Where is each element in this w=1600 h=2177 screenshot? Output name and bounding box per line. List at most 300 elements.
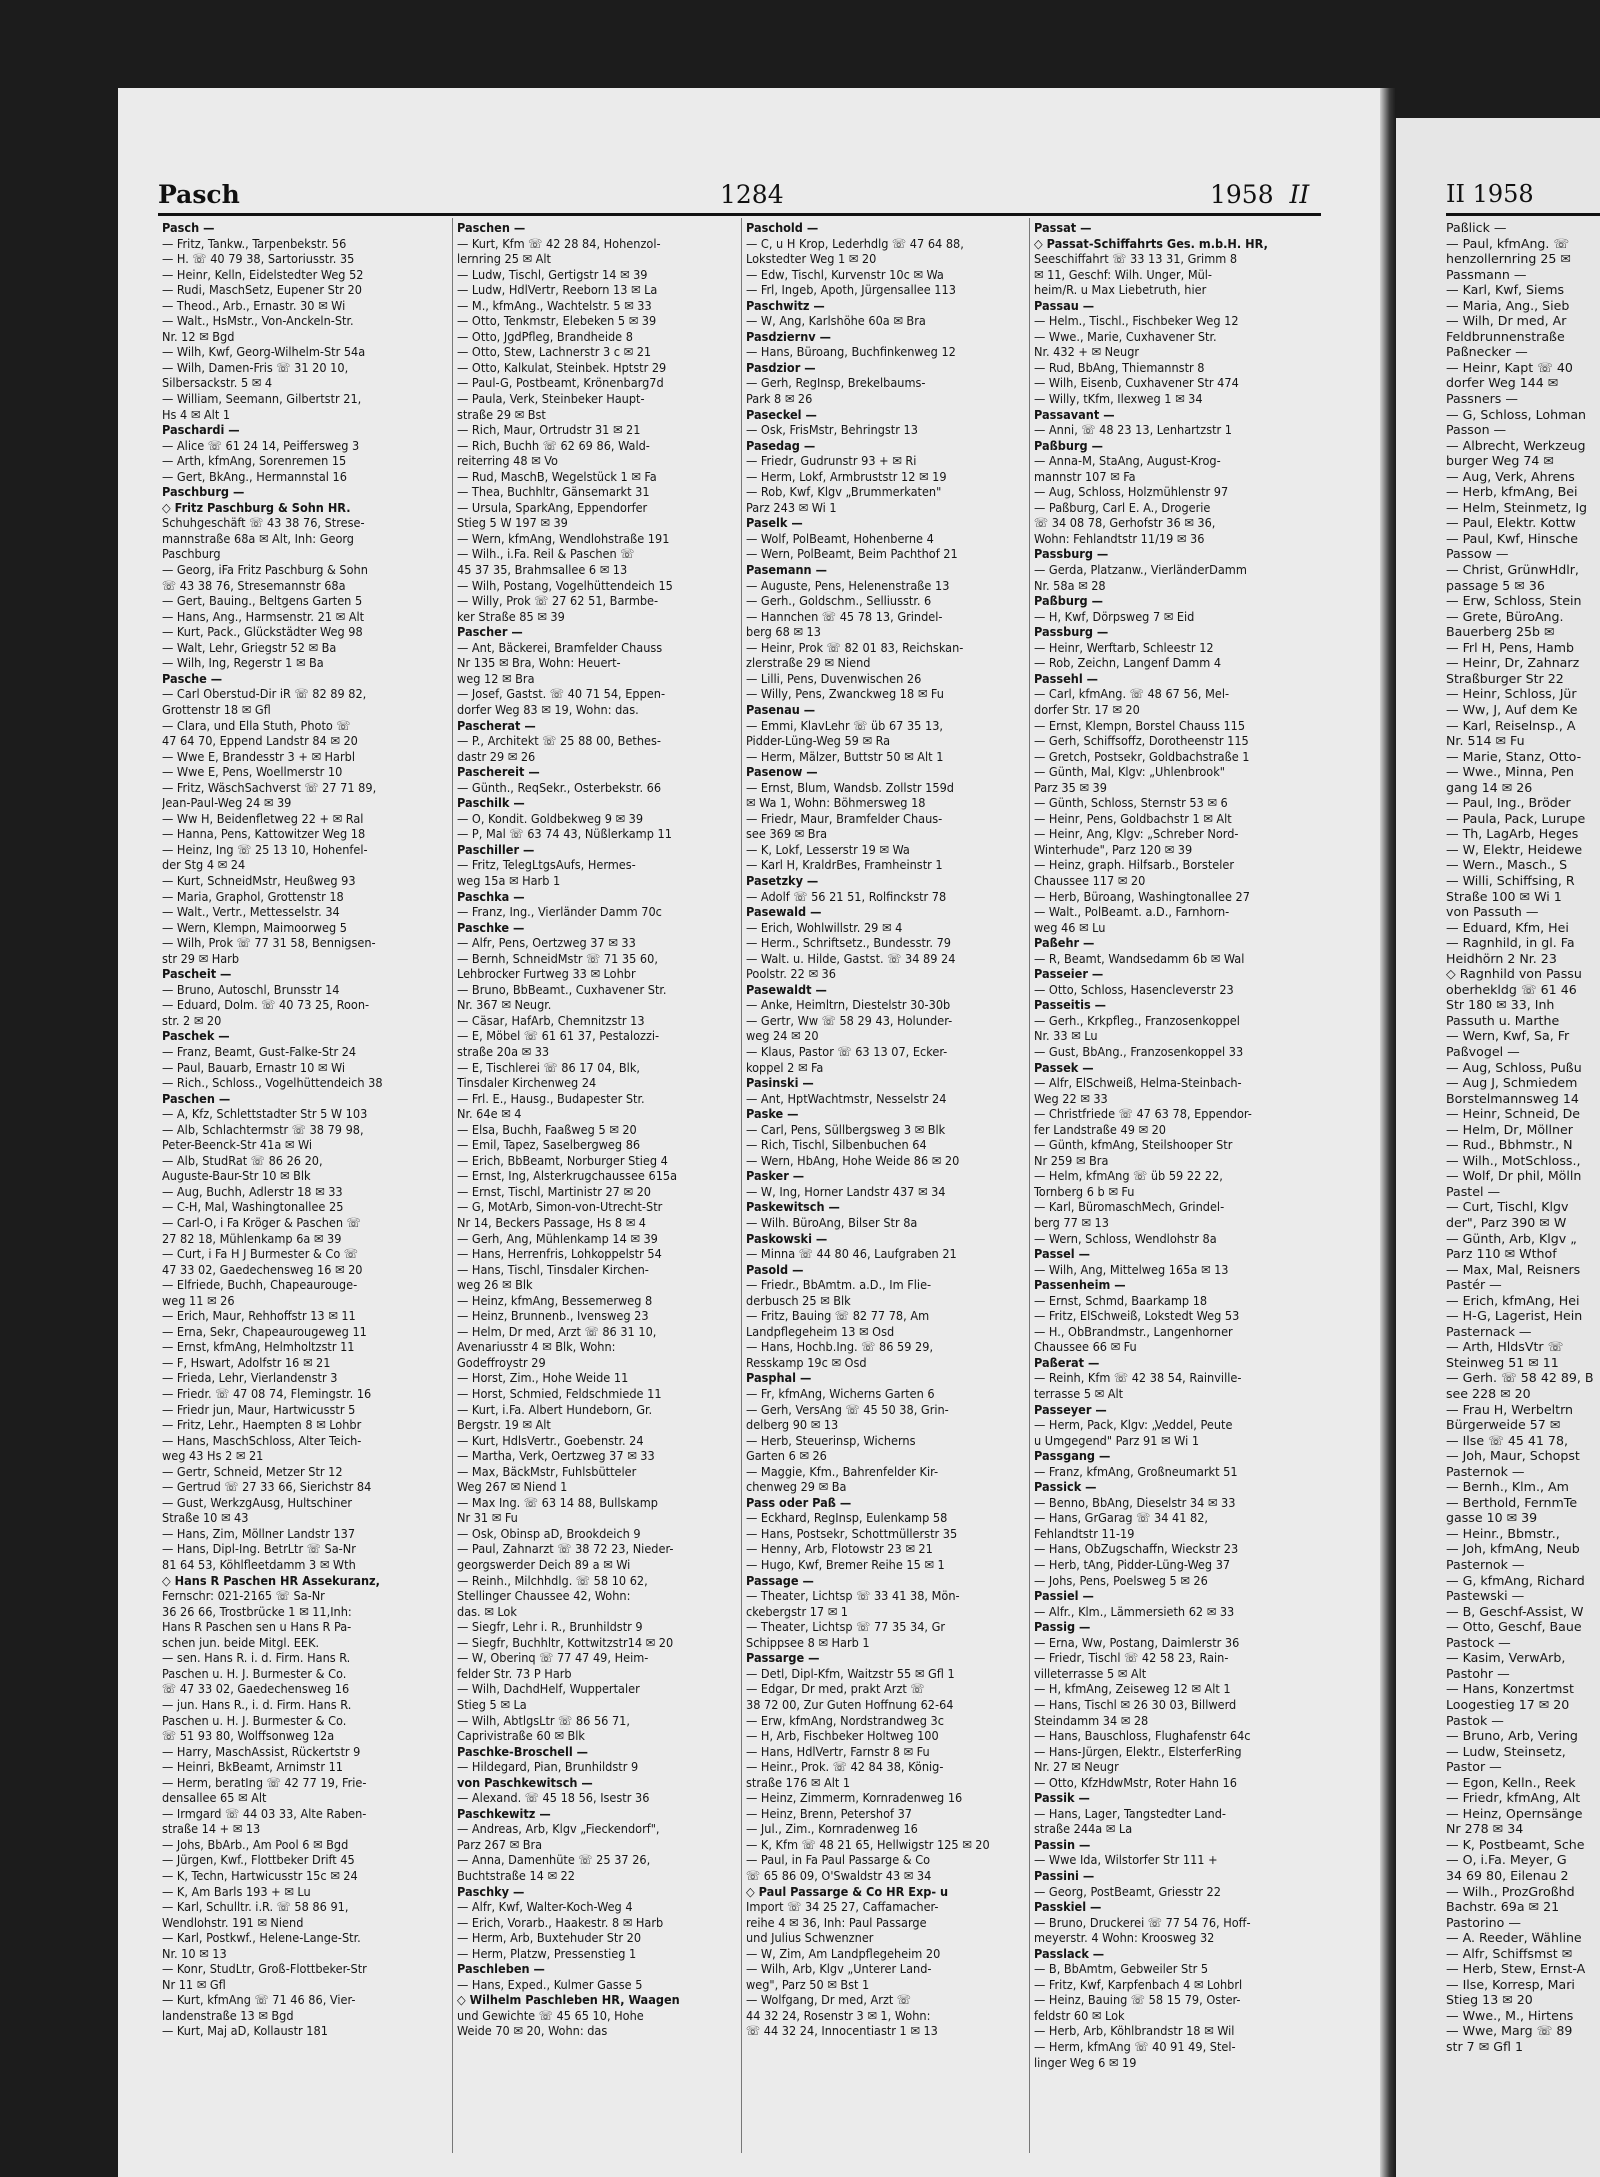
directory-entry: und Gewichte ☏ 45 65 10, Hohe — [457, 2007, 644, 2023]
surname-heading: Pass oder Paß — — [746, 1494, 852, 1510]
directory-entry: — R, Beamt, Wandsedamm 6b ✉ Wal — [1034, 950, 1245, 966]
directory-entry: — Reinh, Kfm ☏ 42 38 54, Rainville- — [1034, 1370, 1242, 1386]
surname-heading: Pascheit — — [162, 966, 232, 982]
directory-entry: — Irmgard ☏ 44 03 33, Alte Raben- — [162, 1805, 367, 1821]
directory-entry: — Günth, Arb, Klgv „ — [1446, 1230, 1577, 1246]
directory-entry: — Rudi, MaschSetz, Eupener Str 20 — [162, 282, 362, 298]
directory-entry: — Helm., Tischl., Fischbeker Weg 12 — [1034, 313, 1239, 329]
directory-entry: — Osk, FrisMstr, Behringstr 13 — [746, 422, 918, 438]
directory-entry: — P, Mal ☏ 63 74 43, Nüßlerkamp 11 — [457, 826, 672, 842]
directory-column-4 — [1034, 220, 1324, 2070]
directory-entry: — C, u H Krop, Lederhdlg ☏ 47 64 88, — [746, 235, 964, 251]
directory-entry: Lokstedter Weg 1 ✉ 20 — [746, 251, 877, 267]
right-page-column — [1446, 220, 1600, 2055]
directory-entry: — Kurt, Pack., Glückstädter Weg 98 — [162, 624, 363, 640]
directory-entry: — Otto, Kalkulat, Steinbek. Hptstr 29 — [457, 359, 667, 375]
surname-heading: Paßerat — — [1034, 1354, 1100, 1370]
directory-entry: — K, Am Barls 193 + ✉ Lu — [162, 1883, 311, 1899]
directory-entry: — Heinz, Ing ☏ 25 13 10, Hohenfel- — [162, 841, 368, 857]
directory-entry: Bürgerweide 57 ✉ — [1446, 1417, 1561, 1433]
directory-entry: — Ernst, Tischl, Martinistr 27 ✉ 20 — [457, 1183, 651, 1199]
surname-heading: Passarge — — [746, 1650, 820, 1666]
directory-entry: — Paula, Pack, Lurupe — [1446, 810, 1586, 826]
directory-entry: — Ragnhild, in gl. Fa — [1446, 935, 1575, 951]
surname-heading: Pasenow — — [746, 764, 818, 780]
page-number: 1284 — [720, 180, 784, 209]
surname-heading: Paßnecker — — [1446, 344, 1528, 360]
directory-entry: — Heinz, Brunnenb., Ivensweg 23 — [457, 1308, 649, 1324]
directory-entry: mannstr 107 ✉ Fa — [1034, 468, 1136, 484]
surname-heading: Paske — — [746, 1106, 799, 1122]
directory-entry: weg 43 Hs 2 ✉ 21 — [162, 1448, 264, 1464]
directory-entry: — Gertr, Schneid, Metzer Str 12 — [162, 1463, 343, 1479]
directory-entry: — Ilse, Korresp, Mari — [1446, 1976, 1575, 1992]
directory-entry: Winterhude", Parz 120 ✉ 39 — [1034, 841, 1193, 857]
directory-entry: — Arth, HldsVtr ☏ — [1446, 1339, 1564, 1355]
directory-entry: weg 46 ✉ Lu — [1034, 919, 1106, 935]
book-gutter — [1380, 88, 1396, 2177]
directory-entry: — Fritz, Lehr., Haempten 8 ✉ Lohbr — [162, 1417, 362, 1433]
surname-heading: Passeier — — [1034, 966, 1104, 982]
directory-entry: — Christ, GrünwHdlr, — [1446, 562, 1579, 578]
directory-entry: Schippsee 8 ✉ Harb 1 — [746, 1634, 870, 1650]
directory-entry: — K, Postbeamt, Sche — [1446, 1836, 1585, 1852]
directory-entry: see 369 ✉ Bra — [746, 826, 828, 842]
directory-entry: — Wern, PolBeamt, Beim Pachthof 21 — [746, 546, 958, 562]
directory-entry: — Josef, Gastst. ☏ 40 71 54, Eppen- — [457, 686, 666, 702]
directory-entry: 44 32 24, Rosenstr 3 ✉ 1, Wohn: — [746, 2007, 931, 2023]
directory-entry: Chaussee 66 ✉ Fu — [1034, 1339, 1137, 1355]
surname-heading: Pasker — — [746, 1168, 805, 1184]
directory-entry: — Horst, Schmied, Feldschmiede 11 — [457, 1386, 662, 1402]
surname-heading: Paschleben — — [457, 1961, 545, 1977]
directory-entry: Parz 110 ✉ Wthof — [1446, 1246, 1557, 1262]
directory-entry: — Fritz, Kwf, Karpfenbach 4 ✉ Lohbrl — [1034, 1976, 1243, 1992]
directory-entry: Paschen u. H. J. Burmester & Co. — [162, 1712, 347, 1728]
directory-entry: — Hans, GrGarag ☏ 34 41 82, — [1034, 1510, 1209, 1526]
directory-entry: Park 8 ✉ 26 — [746, 391, 813, 407]
directory-entry: — Paul, in Fa Paul Passarge & Co — [746, 1852, 931, 1868]
directory-entry: — Walt., HsMstr., Von-Anckeln-Str. — [162, 313, 354, 329]
volume-label: II — [1289, 180, 1310, 209]
directory-entry: — Minna ☏ 44 80 46, Laufgraben 21 — [746, 1246, 957, 1262]
directory-entry: Parz 35 ✉ 39 — [1034, 779, 1107, 795]
directory-entry: — Gerh., Krkpfleg., Franzosenkoppel — [1034, 1012, 1240, 1028]
directory-entry: Wendlohstr. 191 ✉ Niend — [162, 1914, 304, 1930]
directory-entry: — Franz, Beamt, Gust-Falke-Str 24 — [162, 1043, 357, 1059]
directory-entry: — Wern, Schloss, Wendlohstr 8a — [1034, 1230, 1217, 1246]
directory-entry: — Wilh, Arb, Klgv „Unterer Land- — [746, 1961, 932, 1977]
directory-entry: Str 180 ✉ 33, Inh — [1446, 997, 1555, 1013]
directory-entry: — Anke, Heimltrn, Diestelstr 30-30b — [746, 997, 951, 1013]
directory-entry: — Herb, tAng, Pidder-Lüng-Weg 37 — [1034, 1557, 1231, 1573]
directory-entry: — B, BbAmtm, Gebweiler Str 5 — [1034, 1961, 1209, 1977]
directory-entry: — Otto, Tenkmstr, Elebeken 5 ✉ 39 — [457, 313, 657, 329]
directory-entry: — Aug, Verk, Ahrens — [1446, 468, 1575, 484]
directory-entry: der", Parz 390 ✉ W — [1446, 1215, 1567, 1230]
directory-entry: — Rud, MaschB, Wegelstück 1 ✉ Fa — [457, 468, 657, 484]
surname-heading: Passow — — [1446, 546, 1509, 562]
directory-entry: — Kasim, VerwArb, — [1446, 1650, 1566, 1666]
directory-entry: — Theod., Arb., Ernastr. 30 ✉ Wi — [162, 297, 346, 313]
directory-entry: Jean-Paul-Weg 24 ✉ 39 — [162, 795, 292, 811]
directory-entry: — Ernst, Blum, Wandsb. Zollstr 159d — [746, 779, 954, 795]
directory-entry: — Bruno, BbBeamt., Cuxhavener Str. — [457, 981, 667, 997]
directory-entry: zlerstraße 29 ✉ Niend — [746, 655, 871, 671]
directory-entry: — Otto, Schloss, Hasencleverstr 23 — [1034, 981, 1234, 997]
directory-entry: — Herb, Arb, Köhlbrandstr 18 ✉ Wil — [1034, 2023, 1235, 2039]
directory-entry: — Bruno, Autoschl, Brunsstr 14 — [162, 981, 340, 997]
directory-entry: — Horst, Zim., Hohe Weide 11 — [457, 1370, 629, 1386]
directory-entry: — K, Kfm ☏ 48 21 65, Hellwigstr 125 ✉ 20 — [746, 1836, 990, 1852]
surname-heading: Pasternack — — [1446, 1323, 1532, 1339]
directory-entry: ☏ 51 93 80, Wolffsonweg 12a — [162, 1728, 335, 1744]
directory-entry: — Hans, Büroang, Buchfinkenweg 12 — [746, 344, 956, 360]
directory-entry: — Günth., ReqSekr., Osterbekstr. 66 — [457, 779, 662, 795]
directory-entry: Lehbrocker Furtweg 33 ✉ Lohbr — [457, 966, 636, 982]
directory-entry: meyerstr. 4 Wohn: Kroosweg 32 — [1034, 1930, 1215, 1946]
directory-entry: — W, Zim, Am Landpflegeheim 20 — [746, 1945, 941, 1961]
directory-entry: — William, Seemann, Gilbertstr 21, — [162, 391, 362, 407]
directory-entry: — Eduard, Kfm, Hei — [1446, 919, 1569, 935]
surname-heading: Pasenau — — [746, 701, 816, 717]
directory-entry: — Fr, kfmAng, Wicherns Garten 6 — [746, 1386, 935, 1402]
directory-entry: — Rob, Kwf, Klgv „Brummerkaten" — [746, 484, 942, 500]
surname-heading: Passeitis — — [1034, 997, 1106, 1013]
directory-entry: Bergstr. 19 ✉ Alt — [457, 1417, 551, 1433]
directory-entry: — Alexand. ☏ 45 18 56, Isestr 36 — [457, 1790, 650, 1806]
directory-entry: — Elsa, Buchh, Faaßweg 5 ✉ 20 — [457, 1121, 637, 1137]
directory-entry: — F, Hswart, Adolfstr 16 ✉ 21 — [162, 1354, 331, 1370]
directory-entry: — Erna, Sekr, Chapeaurougeweg 11 — [162, 1323, 367, 1339]
directory-entry: und Julius Schwenzner — [746, 1930, 874, 1946]
directory-entry: — Erw, kfmAng, Nordstrandweg 3c — [746, 1712, 944, 1728]
directory-entry: — Heinz, kfmAng, Bessemerweg 8 — [457, 1292, 653, 1308]
directory-entry: oberhekldg ☏ 61 46 — [1446, 981, 1577, 997]
directory-entry: — Ww, J, Auf dem Ke — [1446, 701, 1578, 717]
surname-heading: Pasedag — — [746, 437, 816, 453]
directory-entry: — Wolf, PolBeamt, Hohenberne 4 — [746, 530, 934, 546]
directory-entry: — Emmi, KlavLehr ☏ üb 67 35 13, — [746, 717, 943, 733]
directory-entry: Seeschiffahrt ☏ 33 13 31, Grimm 8 — [1034, 251, 1238, 267]
surname-heading: Paschka — — [457, 888, 525, 904]
surname-heading: Pasinski — — [746, 1075, 814, 1091]
directory-entry: — Carl Oberstud-Dir iR ☏ 82 89 82, — [162, 686, 367, 702]
directory-entry: — sen. Hans R. i. d. Firm. Hans R. — [162, 1650, 351, 1666]
directory-entry: — Wolfgang, Dr med, Arzt ☏ — [746, 1992, 912, 2008]
directory-entry: straße 244a ✉ La — [1034, 1821, 1133, 1837]
directory-entry: — W, Oberinq ☏ 77 47 49, Heim- — [457, 1650, 649, 1666]
directory-entry: — Hans, Herrenfris, Lohkoppelstr 54 — [457, 1246, 662, 1262]
directory-entry: — Hans, Konzertmst — [1446, 1681, 1574, 1697]
directory-entry: — Aug J, Schmiedem — [1446, 1075, 1578, 1091]
surname-heading: Paßlick — — [1446, 220, 1507, 235]
directory-entry: — Wilh. BüroAng, Bilser Str 8a — [746, 1215, 918, 1230]
directory-entry: — Günth, kfmAng, Steilshooper Str — [1034, 1137, 1233, 1153]
header-rule — [158, 213, 1321, 216]
surname-heading: Pasche — — [162, 670, 223, 686]
directory-entry: 45 37 35, Brahmsallee 6 ✉ 13 — [457, 562, 628, 578]
directory-entry: — Maria, Graphol, Grottenstr 18 — [162, 888, 344, 904]
directory-entry: — Ernst, Klempn, Borstel Chauss 115 — [1034, 717, 1246, 733]
directory-entry: — Andreas, Arb, Klgv „Fieckendorf", — [457, 1821, 660, 1837]
directory-entry: — Walt. u. Hilde, Gastst. ☏ 34 89 24 — [746, 950, 956, 966]
directory-entry: — Aug, Buchh, Adlerstr 18 ✉ 33 — [162, 1183, 343, 1199]
directory-entry: — Clara, und Ella Stuth, Photo ☏ — [162, 717, 351, 733]
surname-heading: Passin — — [1034, 1836, 1091, 1852]
directory-entry: — Heinr, Pens, Goldbachstr 1 ✉ Alt — [1034, 810, 1232, 826]
directory-entry: berg 68 ✉ 13 — [746, 624, 821, 640]
directory-entry: — Heinr, Schloss, Jür — [1446, 686, 1577, 702]
directory-entry: — Curt, Tischl, Klgv — [1446, 1199, 1569, 1215]
directory-entry: — W, Elektr, Heidewe — [1446, 841, 1583, 857]
surname-heading: Pastér — — [1446, 1277, 1502, 1293]
directory-entry: — Paßburg, Carl E. A., Drogerie — [1034, 499, 1211, 515]
directory-entry: ckebergstr 17 ✉ 1 — [746, 1603, 849, 1619]
directory-entry: — Heinr, Kapt ☏ 40 — [1446, 359, 1573, 375]
directory-entry: — K, Techn, Hartwicusstr 15c ✉ 24 — [162, 1867, 358, 1883]
directory-entry: — K, Lokf, Lesserstr 19 ✉ Wa — [746, 841, 910, 857]
directory-entry: — Paul, Zahnarzt ☏ 38 72 23, Nieder- — [457, 1541, 674, 1557]
surname-heading: Paschardi — — [162, 422, 240, 438]
directory-entry: — Alfr, Kwf, Walter-Koch-Weg 4 — [457, 1899, 633, 1915]
directory-entry: Avenariusstr 4 ✉ Blk, Wohn: — [457, 1339, 616, 1355]
surname-heading: Passeyer — — [1034, 1401, 1107, 1417]
directory-entry: — Anni, ☏ 48 23 13, Lenhartzstr 1 — [1034, 422, 1232, 438]
directory-entry: — Heinr, Prok ☏ 82 01 83, Reichskan- — [746, 639, 964, 655]
directory-entry: — Wwe., M., Hirtens — [1446, 2007, 1574, 2023]
directory-entry: ◇ Hans R Paschen HR Assekuranz, — [162, 1572, 380, 1588]
directory-entry: Stieg 5 W 197 ✉ 39 — [457, 515, 568, 531]
directory-entry: — Theater, Lichtsp ☏ 77 35 34, Gr — [746, 1619, 946, 1635]
directory-entry: — Karl, Schulltr. i.R. ☏ 58 86 91, — [162, 1899, 349, 1915]
directory-entry: — H., ObBrandmstr., Langenhorner — [1034, 1323, 1233, 1339]
directory-entry: — Heinz, Bauing ☏ 58 15 79, Oster- — [1034, 1992, 1241, 2008]
directory-entry: — Hugo, Kwf, Bremer Reihe 15 ✉ 1 — [746, 1557, 945, 1573]
directory-entry: straße 14 + ✉ 13 — [162, 1821, 261, 1837]
surname-heading: Paskowski — — [746, 1230, 828, 1246]
directory-entry: — Rich, Buchh ☏ 62 69 86, Wald- — [457, 437, 650, 453]
directory-entry: — Gertrud ☏ 27 33 66, Sierichstr 84 — [162, 1479, 372, 1495]
directory-entry: — Heinr, Kelln, Eidelstedter Weg 52 — [162, 266, 364, 282]
directory-entry: 38 72 00, Zur Guten Hoffnung 62-64 — [746, 1696, 954, 1712]
directory-entry: — Hans, Dipl-Ing. BetrLtr ☏ Sa-Nr — [162, 1541, 356, 1557]
directory-column-3 — [746, 220, 1025, 2039]
directory-entry: Auguste-Baur-Str 10 ✉ Blk — [162, 1168, 311, 1184]
directory-entry: — Siegfr, Lehr i. R., Brunhildstr 9 — [457, 1619, 643, 1635]
directory-entry: — Wilh., ProzGroßhd — [1446, 1883, 1575, 1899]
directory-entry: — Marie, Stanz, Otto- — [1446, 748, 1582, 764]
surname-heading: Paseckel — — [746, 406, 817, 422]
directory-entry: mannstraße 68a ✉ Alt, Inh: Georg — [162, 530, 355, 546]
surname-heading: Paschwitz — — [746, 297, 825, 313]
directory-entry: — Rich., Schloss., Vogelhüttendeich 38 — [162, 1075, 383, 1091]
directory-entry: Hans R Paschen sen u Hans R Pa- — [162, 1619, 352, 1635]
directory-entry: — Otto, Stew, Lachnerstr 3 c ✉ 21 — [457, 344, 652, 360]
directory-entry: linger Weg 6 ✉ 19 — [1034, 2054, 1137, 2070]
directory-entry: — Walt, Lehr, Griegstr 52 ✉ Ba — [162, 639, 337, 655]
directory-entry: — Hans, ObZugschaffn, Wieckstr 23 — [1034, 1541, 1239, 1557]
directory-entry: — Kurt, SchneidMstr, Heußweg 93 — [162, 872, 356, 888]
directory-entry: — Egon, Kelln., Reek — [1446, 1774, 1576, 1790]
directory-entry: reihe 4 ✉ 36, Inh: Paul Passarge — [746, 1914, 927, 1930]
directory-entry: — Wilh., i.Fa. Reil & Paschen ☏ — [457, 546, 635, 562]
directory-entry: — Eckhard, RegInsp, Eulenkamp 58 — [746, 1510, 948, 1526]
directory-entry: — Johs, Pens, Poelsweg 5 ✉ 26 — [1034, 1572, 1208, 1588]
directory-entry: — E, Tischlerei ☏ 86 17 04, Blk, — [457, 1059, 640, 1075]
directory-entry: weg 24 ✉ 20 — [746, 1028, 819, 1044]
directory-entry: — Carl-O, i Fa Kröger & Paschen ☏ — [162, 1215, 361, 1230]
surname-heading: Passavant — — [1034, 406, 1115, 422]
surname-heading: Paschen — — [162, 1090, 231, 1106]
directory-entry: Weg 22 ✉ 33 — [1034, 1090, 1108, 1106]
directory-entry: — E, Möbel ☏ 61 61 37, Pestalozzi- — [457, 1028, 660, 1044]
directory-entry: — Franz, Ing., Vierländer Damm 70c — [457, 904, 662, 920]
directory-entry: schen jun. beide Mitgl. EEK. — [162, 1634, 320, 1650]
surname-heading: Passek — — [1034, 1059, 1094, 1075]
directory-entry: — Anna, Damenhüte ☏ 25 37 26, — [457, 1852, 651, 1868]
directory-entry: ✉ 11, Geschf: Wilh. Unger, Mül- — [1034, 266, 1213, 282]
directory-entry: — M., kfmAng., Wachtelstr. 5 ✉ 33 — [457, 297, 652, 313]
directory-entry: dastr 29 ✉ 26 — [457, 748, 536, 764]
directory-entry: — Georg, PostBeamt, Griesstr 22 — [1034, 1883, 1221, 1899]
directory-entry: — Willy, Pens, Zwanckweg 18 ✉ Fu — [746, 686, 944, 702]
surname-heading: Paschilk — — [457, 795, 525, 811]
directory-entry: reiterring 48 ✉ Vo — [457, 453, 558, 469]
directory-entry: ◇ Fritz Paschburg & Sohn HR. — [162, 499, 351, 515]
directory-entry: Weg 267 ✉ Niend 1 — [457, 1479, 568, 1495]
directory-entry: gang 14 ✉ 26 — [1446, 779, 1533, 795]
directory-entry: Fernschr: 021-2165 ☏ Sa-Nr — [162, 1588, 325, 1604]
directory-entry: — Th, LagArb, Heges — [1446, 826, 1579, 842]
directory-entry: — Hans, Lager, Tangstedter Land- — [1034, 1805, 1226, 1821]
directory-entry: — Ludw, HdlVertr, Reeborn 13 ✉ La — [457, 282, 658, 298]
directory-entry: Stieg 13 ✉ 20 — [1446, 1992, 1533, 2008]
directory-entry: — Hans, Exped., Kulmer Gasse 5 — [457, 1976, 643, 1992]
directory-entry: straße 20a ✉ 33 — [457, 1043, 550, 1059]
directory-entry: — Adolf ☏ 56 21 51, Rolfinckstr 78 — [746, 888, 947, 904]
directory-entry: — Wilh, Ing, Regerstr 1 ✉ Ba — [162, 655, 324, 671]
column-divider-1 — [452, 218, 453, 2153]
directory-entry: str 29 ✉ Harb — [162, 950, 240, 966]
directory-entry: — Henny, Arb, Flotowstr 23 ✉ 21 — [746, 1541, 933, 1557]
directory-entry: — W, Ang, Karlshöhe 60a ✉ Bra — [746, 313, 926, 329]
directory-entry: — Heinr, Werftarb, Schleestr 12 — [1034, 639, 1214, 655]
directory-entry: — Erich, BbBeamt, Norburger Stieg 4 — [457, 1152, 668, 1168]
surname-heading: Passenheim — — [1034, 1277, 1126, 1293]
directory-entry: — Heinz, graph. Hilfsarb., Borsteler — [1034, 857, 1235, 873]
directory-entry: — Ludw, Tischl, Gertigstr 14 ✉ 39 — [457, 266, 648, 282]
directory-entry: — Wwe., Marie, Cuxhavener Str. — [1034, 328, 1217, 344]
directory-entry: — Friedr, Maur, Bramfelder Chaus- — [746, 810, 943, 826]
surname-heading: Pastel — — [1446, 1183, 1501, 1199]
directory-entry: — Ernst, Ing, Alsterkrugchaussee 615a — [457, 1168, 678, 1184]
directory-entry: weg 12 ✉ Bra — [457, 670, 535, 686]
directory-entry: — P., Architekt ☏ 25 88 00, Bethes- — [457, 733, 662, 749]
directory-entry: — Friedr. ☏ 47 08 74, Flemingstr. 16 — [162, 1386, 372, 1402]
directory-entry: — Walt., Vertr., Mettesselstr. 34 — [162, 904, 340, 920]
directory-entry: Nr. 514 ✉ Fu — [1446, 733, 1525, 749]
directory-entry: — O, i.Fa. Meyer, G — [1446, 1852, 1567, 1868]
directory-entry: berg 77 ✉ 13 — [1034, 1215, 1109, 1230]
directory-entry: Bachstr. 69a ✉ 21 — [1446, 1899, 1560, 1915]
directory-entry: — Johs, BbArb., Am Pool 6 ✉ Bgd — [162, 1836, 349, 1852]
directory-entry: — Heinr., Prok. ☏ 42 84 38, König- — [746, 1759, 944, 1775]
directory-entry: — Gert, Bauing., Beltgens Garten 5 — [162, 593, 363, 609]
directory-entry: — Wilh, Ang, Mittelweg 165a ✉ 13 — [1034, 1261, 1229, 1277]
directory-entry: — Paula, Verk, Steinbeker Haupt- — [457, 391, 645, 407]
directory-entry: Nr. 58a ✉ 28 — [1034, 577, 1106, 593]
directory-entry: — Kurt, HdlsVertr., Goebenstr. 24 — [457, 1432, 644, 1448]
directory-entry: Nr. 367 ✉ Neugr. — [457, 997, 552, 1013]
directory-entry: — Fritz, Bauing ☏ 82 77 78, Am — [746, 1308, 930, 1324]
surname-heading: Passburg — — [1034, 546, 1109, 562]
directory-entry: — Jul., Zim., Kornradenweg 16 — [746, 1821, 918, 1837]
directory-entry: ☏ 65 86 09, O'Swaldstr 43 ✉ 34 — [746, 1867, 932, 1883]
directory-entry: — Maggie, Kfm., Bahrenfelder Kir- — [746, 1463, 939, 1479]
directory-entry: — Joh, Maur, Schopst — [1446, 1448, 1580, 1464]
directory-entry: — Theater, Lichtsp ☏ 33 41 38, Mön- — [746, 1588, 960, 1604]
directory-entry: — Otto, JgdPfleg, Brandheide 8 — [457, 328, 633, 344]
directory-entry: — Erich, Wohlwillstr. 29 ✉ 4 — [746, 919, 903, 935]
directory-entry: Hs 4 ✉ Alt 1 — [162, 406, 231, 422]
directory-entry: — Heinr, Dr, Zahnarz — [1446, 655, 1580, 671]
surname-heading: Pasch — — [162, 220, 215, 235]
directory-entry: — Carl, kfmAng. ☏ 48 67 56, Mel- — [1034, 686, 1230, 702]
directory-entry: weg", Parz 50 ✉ Bst 1 — [746, 1976, 870, 1992]
directory-entry: — Hans, Postsekr, Schottmüllerstr 35 — [746, 1525, 958, 1541]
directory-entry: — Karl, BüromaschMech, Grindel- — [1034, 1199, 1225, 1215]
directory-entry: Import ☏ 34 25 27, Caffamacher- — [746, 1899, 939, 1915]
directory-entry: — Wwe., Minna, Pen — [1446, 764, 1575, 780]
directory-entry: — Ilse ☏ 45 41 78, — [1446, 1432, 1568, 1448]
directory-entry: Straße 100 ✉ Wi 1 — [1446, 888, 1562, 904]
directory-entry: Nr. 64e ✉ 4 — [457, 1106, 522, 1122]
directory-entry: straße 176 ✉ Alt 1 — [746, 1774, 851, 1790]
directory-entry: — Fritz, TelegLtgsAufs, Hermes- — [457, 857, 636, 873]
directory-entry: terrasse 5 ✉ Alt — [1034, 1386, 1124, 1402]
directory-entry: — Hans, Zim, Möllner Landstr 137 — [162, 1525, 356, 1541]
directory-entry: der Stg 4 ✉ 24 — [162, 857, 246, 873]
directory-entry: Silbersackstr. 5 ✉ 4 — [162, 375, 273, 391]
directory-entry: Nr 135 ✉ Bra, Wohn: Heuert- — [457, 655, 621, 671]
surname-heading: Pasemann — — [746, 562, 827, 578]
directory-entry: Weide 70 ✉ 20, Wohn: das — [457, 2023, 608, 2039]
surname-heading: Paschke-Broschell — — [457, 1743, 588, 1759]
directory-entry: — Kurt, i.Fa. Albert Hundeborn, Gr. — [457, 1401, 653, 1417]
directory-entry: — O, Kondit. Goldbekweg 9 ✉ 39 — [457, 810, 644, 826]
directory-entry: — Arth, kfmAng, Sorenremen 15 — [162, 453, 347, 469]
directory-entry: derbusch 25 ✉ Blk — [746, 1292, 851, 1308]
directory-column-2 — [457, 220, 737, 2039]
right-header-rule — [1446, 213, 1600, 216]
directory-entry: — Wilh, AbtlgsLtr ☏ 86 56 71, — [457, 1712, 630, 1728]
directory-entry: — Bernh, SchneidMstr ☏ 71 35 60, — [457, 950, 658, 966]
directory-entry: — Helm, Dr med, Arzt ☏ 86 31 10, — [457, 1323, 657, 1339]
directory-entry: — Ww H, Beidenfletweg 22 + ✉ Ral — [162, 810, 364, 826]
directory-entry: 47 33 02, Gaedechensweg 16 ✉ 20 — [162, 1261, 363, 1277]
surname-heading: Passel — — [1034, 1246, 1090, 1262]
directory-entry: — Herm, beratIng ☏ 42 77 19, Frie- — [162, 1774, 367, 1790]
directory-entry: Nr 259 ✉ Bra — [1034, 1152, 1109, 1168]
directory-entry: — Herb, Steuerinsp, Wicherns — [746, 1432, 916, 1448]
directory-entry: — Bernh., Klm., Am — [1446, 1479, 1569, 1495]
directory-entry: — Günth, Mal, Klgv: „Uhlenbrook" — [1034, 764, 1226, 780]
surname-heading: von Paschkewitsch — — [457, 1774, 593, 1790]
directory-entry: Parz 267 ✉ Bra — [457, 1836, 543, 1852]
surname-heading: Passik — — [1034, 1790, 1090, 1806]
directory-entry: weg 26 ✉ Blk — [457, 1277, 533, 1293]
